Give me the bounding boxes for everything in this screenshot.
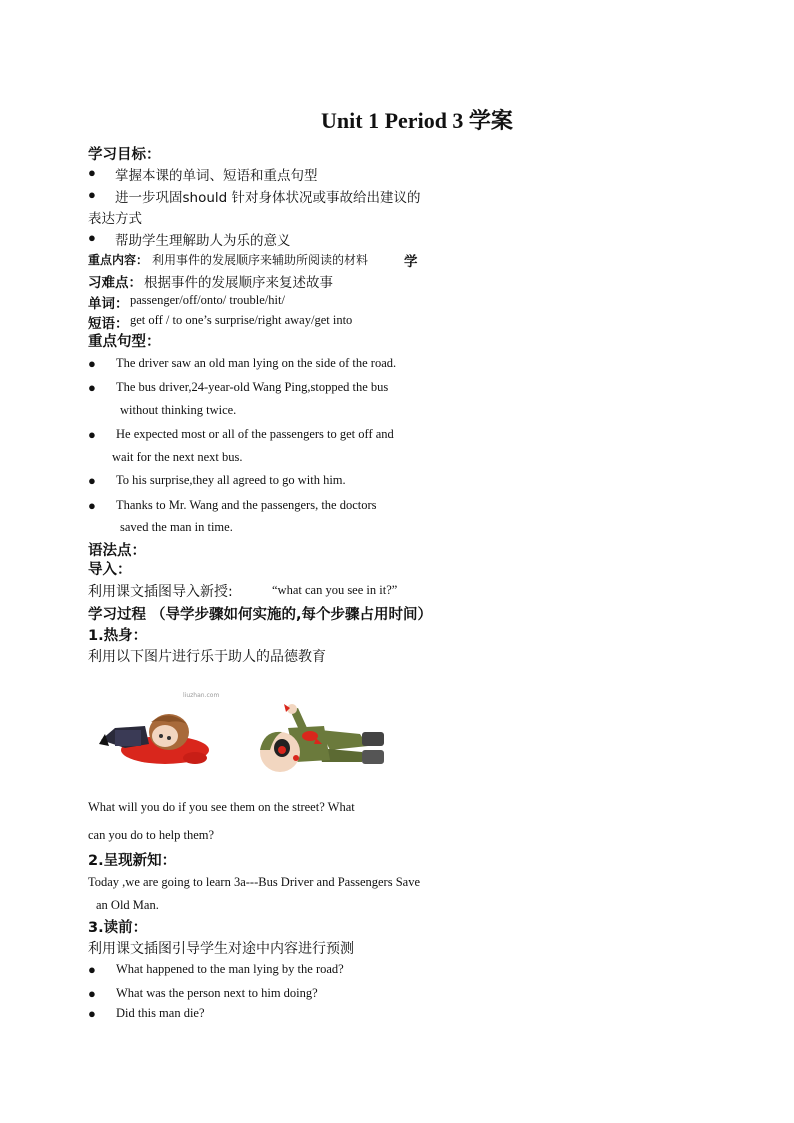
key-content-text: 利用事件的发展顺序来辅助所阅读的材料 bbox=[152, 253, 369, 267]
objectives-heading: 学习目标： bbox=[88, 147, 161, 163]
sentences-heading: 重点句型： bbox=[88, 334, 161, 350]
preread-question: Did this man die? bbox=[116, 1006, 205, 1020]
sentence-item-continued: without thinking twice. bbox=[120, 403, 237, 417]
difficulty-text: 根据事件的发展顺序来复述故事 bbox=[144, 275, 333, 291]
process-heading: 学习过程 （导学步骤如何实施的,每个步骤占用时间） bbox=[88, 607, 433, 623]
bullet-icon: ● bbox=[88, 986, 96, 1001]
phrases-text: get off / to one’s surprise/right away/get into bbox=[130, 313, 353, 327]
sentence-item: Thanks to Mr. Wang and the passengers, the doctors bbox=[116, 498, 377, 512]
preread-text: 利用课文插图引导学生对途中内容进行预测 bbox=[88, 941, 354, 957]
warmup-heading: 1.热身： bbox=[88, 628, 148, 644]
bullet-icon: ● bbox=[88, 498, 96, 513]
present-line-1: Today ,we are going to learn 3a---Bus Driver and Passengers Save bbox=[88, 875, 421, 889]
sentence-item: To his surprise,they all agreed to go with him. bbox=[116, 473, 346, 487]
warmup-text: 利用以下图片进行乐于助人的品德教育 bbox=[88, 649, 326, 665]
objective-item-continued: 表达方式 bbox=[88, 211, 142, 227]
key-content-tail: 学 bbox=[404, 254, 418, 270]
words-label: 单词： bbox=[88, 296, 129, 312]
phrases-label: 短语： bbox=[88, 316, 129, 332]
illustration-injured-soldier bbox=[250, 700, 390, 780]
sentence-item: The driver saw an old man lying on the side of the road. bbox=[116, 356, 397, 370]
bullet-icon: ● bbox=[88, 962, 96, 977]
preread-question: What happened to the man lying by the road? bbox=[116, 962, 344, 976]
bullet-icon: ● bbox=[88, 230, 96, 245]
page-title: Unit 1 Period 3 学案 bbox=[321, 108, 513, 133]
objective-item: 掌握本课的单词、短语和重点句型 bbox=[115, 168, 318, 184]
present-line-2: an Old Man. bbox=[96, 898, 159, 912]
bullet-icon: ● bbox=[88, 187, 96, 202]
bullet-icon: ● bbox=[88, 427, 96, 442]
sentence-item-continued: saved the man in time. bbox=[120, 520, 233, 534]
present-heading: 2.呈现新知： bbox=[88, 853, 177, 869]
sentence-item: The bus driver,24-year-old Wang Ping,stopped the bus bbox=[116, 380, 389, 394]
warmup-question-1: What will you do if you see them on the street? What bbox=[88, 800, 355, 814]
preread-heading: 3.读前： bbox=[88, 920, 148, 936]
words-text: passenger/off/onto/ trouble/hit/ bbox=[130, 293, 285, 307]
image-watermark: liuzhan.com bbox=[183, 692, 220, 699]
intro-question: “what can you see in it?” bbox=[272, 583, 398, 597]
intro-text: 利用课文插图导入新授: bbox=[88, 584, 233, 600]
key-content-label: 重点内容： bbox=[88, 253, 149, 267]
bullet-icon: ● bbox=[88, 356, 96, 371]
illustration-injured-child bbox=[95, 692, 220, 772]
preread-question: What was the person next to him doing? bbox=[116, 986, 318, 1000]
difficulty-label: 习难点： bbox=[88, 275, 142, 291]
intro-heading: 导入： bbox=[88, 562, 132, 578]
bullet-icon: ● bbox=[88, 473, 96, 488]
grammar-heading: 语法点： bbox=[88, 543, 146, 559]
sentence-item: He expected most or all of the passengers to get off and bbox=[116, 427, 394, 441]
warmup-question-2: can you do to help them? bbox=[88, 828, 215, 842]
sentence-item-continued: wait for the next next bus. bbox=[112, 450, 243, 464]
bullet-icon: ● bbox=[88, 165, 96, 180]
objective-item: 进一步巩固should 针对身体状况或事故给出建议的 bbox=[115, 190, 421, 206]
objective-item: 帮助学生理解助人为乐的意义 bbox=[115, 233, 291, 249]
bullet-icon: ● bbox=[88, 380, 96, 395]
bullet-icon: ● bbox=[88, 1006, 96, 1021]
